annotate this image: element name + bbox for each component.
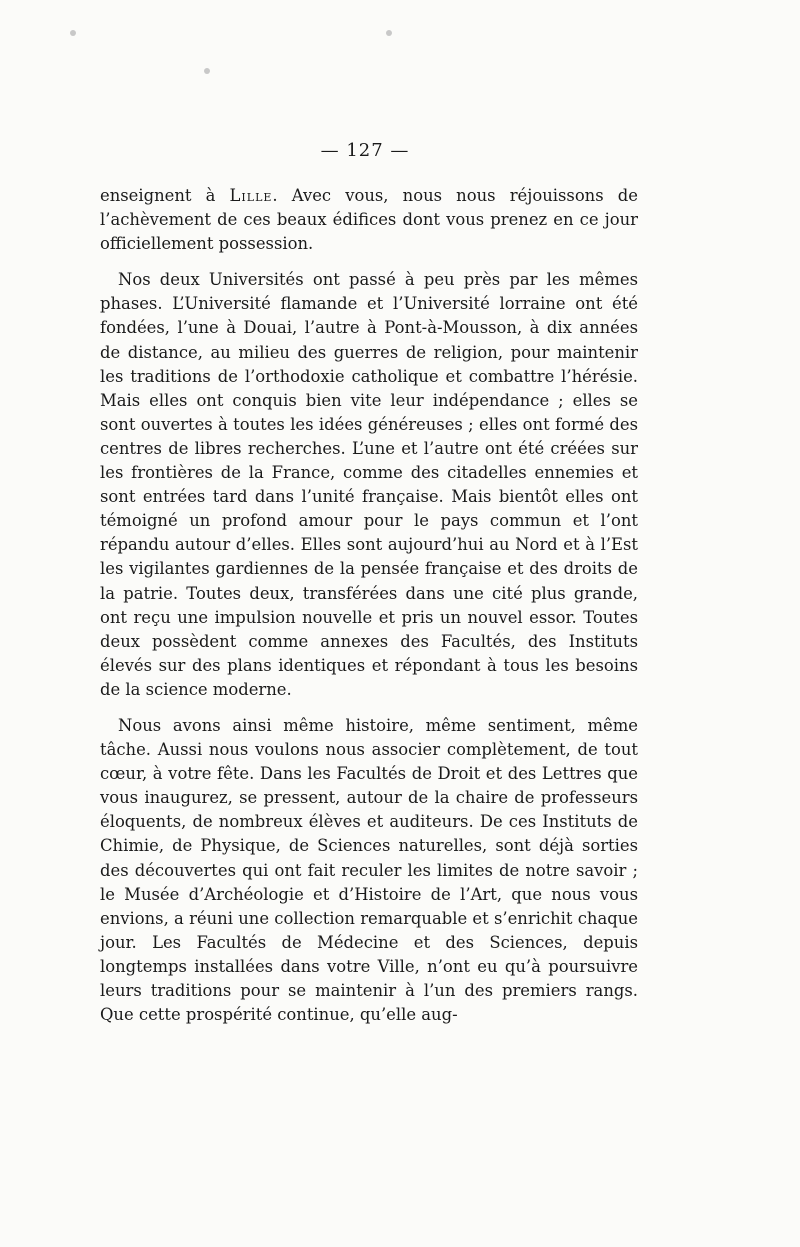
paragraph-continuation — [100, 184, 638, 256]
paragraph-lead: enseignent à — [100, 186, 230, 205]
page-number: — 127 — — [320, 140, 410, 161]
body-text — [100, 184, 638, 1027]
paragraph-shared-history: Nous avons ainsi même histoire, même sentiment, même tâche. Aussi nous voulons nous associer complètement, de tout cœur, à votre fête. Dans les Facultés de Droit et des Lettres que vous inaugurez, se pressent, autour de la chaire de professeurs éloquents, de nombreux élèves et auditeurs. De ces Instituts de Chimie, de Physique, de Sciences naturelles, sont déjà sorties des découvertes qui ont fait reculer les limites de notre savoir ; le Musée d’Archéologie et d’Histoire de l’Art, que nous vous envions, a réuni une collection remarquable et s’enrichit chaque jour. Les Facultés de Médecine et des Sciences, depuis longtemps installées dans votre Ville, n’ont eu qu’à poursuivre leurs traditions pour se maintenir à l’un des premiers rangs. Que cette prospérité continue, qu’elle aug- — [100, 715, 638, 1025]
ink-speck — [386, 30, 392, 36]
paragraph-universities: Nos deux Universités ont passé à peu près par les mêmes phases. L’Université flamande et l’Université lorraine ont été fondées, l’une à Douai, l’autre à Pont-à-Mousson, à dix années de distance, au milieu des guerres de religion, pour maintenir les traditions de l’orthodoxie catholique et combattre l’hérésie. Mais elles ont conquis bien vite leur indépendance ; elles se sont ouvertes à toutes les idées généreuses ; elles ont formé des centres de libres recherches. L’une et l’autre ont été créées sur les frontières de la France, comme des citadelles ennemies et sont entrées tard dans l’unité française. Mais bientôt elles ont témoigné un profond amour pour le pays commun et l’ont répandu autour d’elles. Elles sont aujourd’hui au Nord et à l’Est les vigilantes gardiennes de la pensée française et des droits de la patrie. Toutes deux, transférées dans une cité plus grande, ont reçu une impulsion nouvelle et pris un nouvel essor. Toutes deux possèdent comme annexes des Facultés, des Instituts élevés sur des plans identiques et répondant à tous les besoins de la science moderne. — [100, 270, 638, 699]
ink-speck — [70, 30, 76, 36]
paragraph-rest: . Avec vous, nous nous réjouissons de l’achèvement de ces beaux édifices dont vous prenez en ce jour officiellement possession. — [100, 186, 638, 254]
city-name: Lille — [229, 186, 273, 205]
ink-speck — [204, 68, 210, 74]
